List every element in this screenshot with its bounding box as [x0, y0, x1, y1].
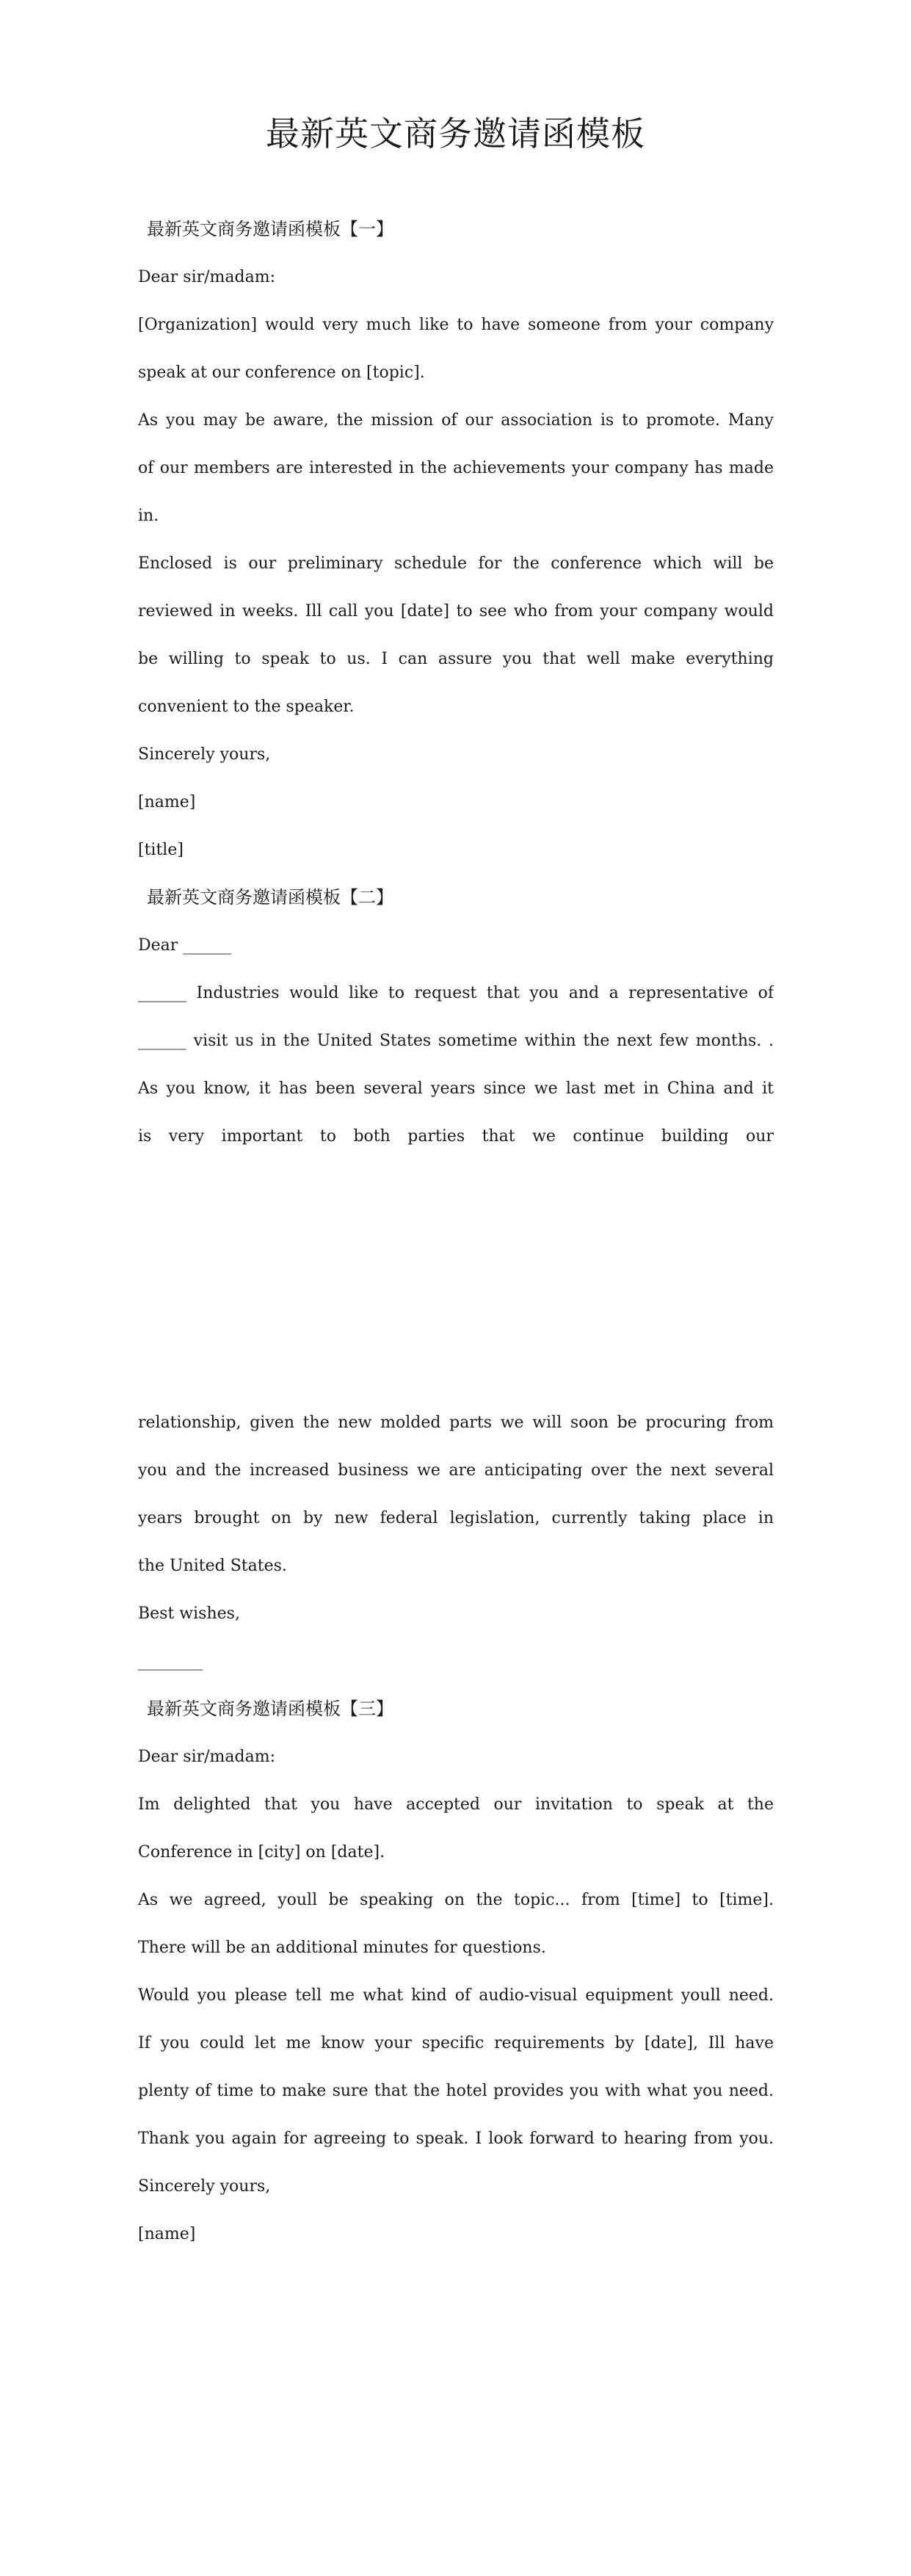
signature-name: [name] — [138, 793, 196, 811]
text-line: Thank you again for agreeing to speak. I look forward to hearing from you. — [138, 2130, 774, 2148]
text-line: Enclosed is our preliminary schedule for the conference which will be — [138, 554, 774, 573]
text-line: ______ visit us in the United States sometime within the next few months. . — [138, 1032, 774, 1050]
text-line: years brought on by new federal legislation, currently taking place in — [138, 1509, 774, 1527]
section-two-continued — [138, 1399, 774, 1685]
text-line: Would you please tell me what kind of audio-visual equipment youll need. — [138, 1986, 774, 2005]
text-line: is very important to both parties that we continue building our — [138, 1127, 774, 1146]
salutation: Dear sir/madam: — [138, 1748, 275, 1766]
salutation: Dear sir/madam: — [138, 268, 275, 286]
text-line: you and the increased business we are anticipating over the next several — [138, 1461, 774, 1480]
signature-blank: ________ — [138, 1652, 203, 1671]
text-line: There will be an additional minutes for questions. — [138, 1939, 546, 1957]
text-line: ______ Industries would like to request that you and a representative of — [138, 984, 774, 1002]
text-line: As you may be aware, the mission of our association is to promote. Many — [138, 411, 774, 430]
text-line: Conference in [city] on [date]. — [138, 1843, 385, 1862]
text-line: reviewed in weeks. Ill call you [date] to see who from your company would — [138, 602, 774, 621]
text-line: As we agreed, youll be speaking on the topic... from [time] to [time]. — [138, 1891, 774, 1909]
text-line: [Organization] would very much like to have someone from your company — [138, 316, 774, 334]
section-heading: 最新英文商务邀请函模板【一】 — [147, 219, 393, 239]
text-line: be willing to speak to us. I can assure you that well make everything — [138, 650, 774, 668]
section-one — [138, 206, 774, 874]
text-line: in. — [138, 507, 159, 525]
text-line: plenty of time to make sure that the hotel provides you with what you need. — [138, 2082, 774, 2100]
section-three — [138, 1685, 774, 2258]
text-line: Im delighted that you have accepted our invitation to speak at the — [138, 1795, 774, 1814]
salutation: Dear ______ — [138, 936, 232, 955]
section-heading: 最新英文商务邀请函模板【二】 — [147, 887, 393, 908]
page-title: 最新英文商务邀请函模板 — [266, 114, 645, 153]
section-two — [138, 874, 774, 1160]
text-line: the United States. — [138, 1557, 287, 1575]
signature-name: [name] — [138, 2225, 196, 2243]
closing: Sincerely yours, — [138, 745, 271, 764]
closing: Sincerely yours, — [138, 2177, 271, 2196]
text-line: convenient to the speaker. — [138, 698, 355, 716]
section-heading: 最新英文商务邀请函模板【三】 — [147, 1698, 393, 1719]
closing: Best wishes, — [138, 1604, 240, 1623]
text-line: speak at our conference on [topic]. — [138, 363, 425, 382]
text-line: If you could let me know your specific requirements by [date], Ill have — [138, 2034, 774, 2052]
signature-title: [title] — [138, 841, 184, 859]
text-line: relationship, given the new molded parts we will soon be procuring from — [138, 1414, 774, 1432]
text-line: of our members are interested in the achievements your company has made — [138, 459, 774, 477]
text-line: As you know, it has been several years since we last met in China and it — [138, 1079, 774, 1098]
